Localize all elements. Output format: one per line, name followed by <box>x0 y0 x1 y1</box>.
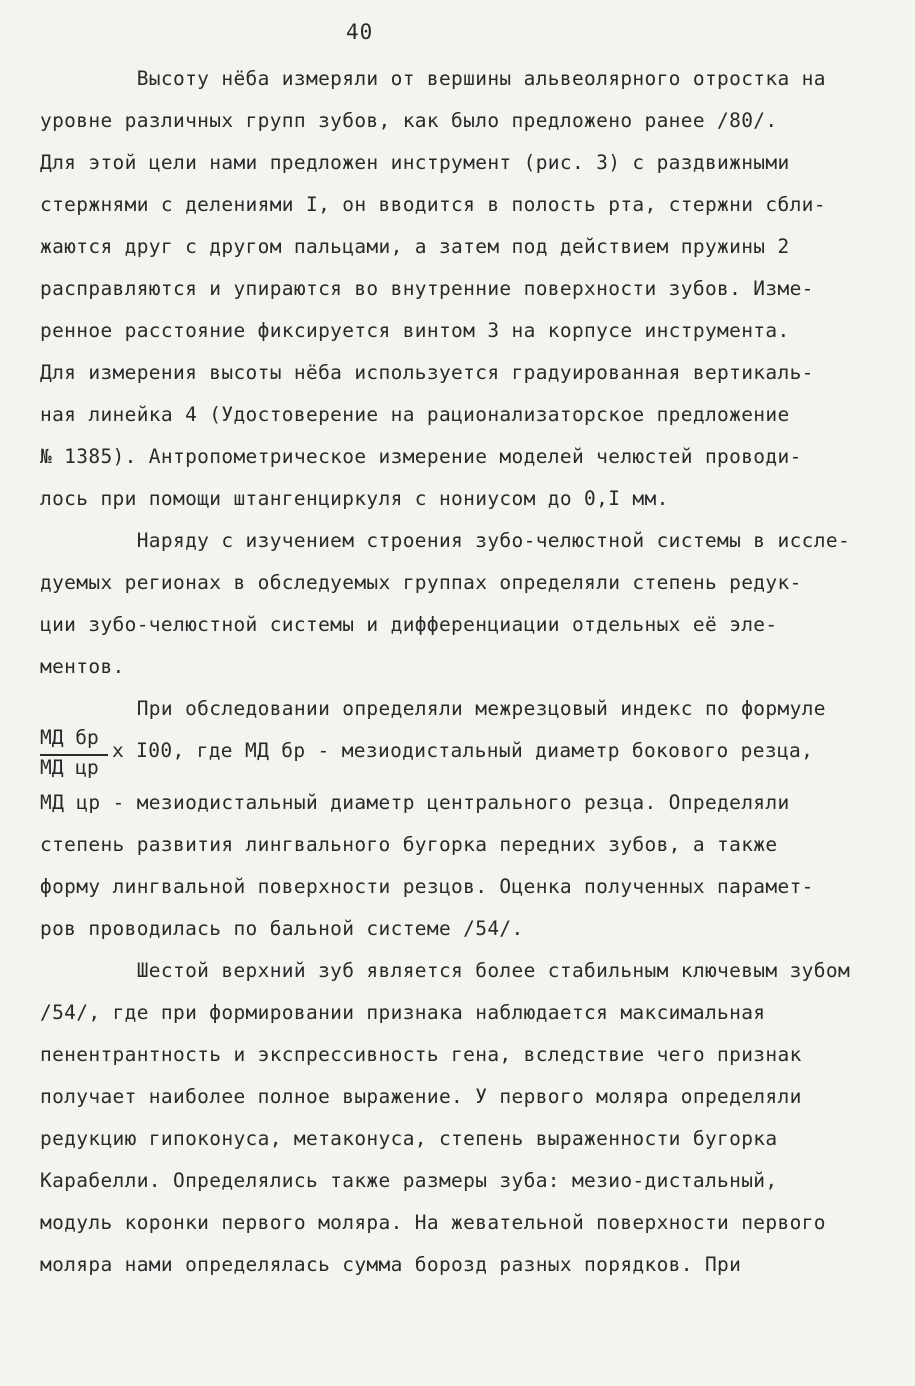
text-line: моляра нами определялась сумма борозд разных порядков. При <box>40 1253 742 1276</box>
text-line: Наряду с изучением строения зубо-челюстной системы в иссле- <box>40 529 851 552</box>
text-line: /54/, где при формировании признака наблюдается максимальная <box>40 1001 766 1024</box>
formula-numerator: МД бр <box>40 726 99 749</box>
text-line: расправляются и упираются во внутренние поверхности зубов. Изме- <box>40 277 814 300</box>
text-line: лось при помощи штангенциркуля с нониусом до 0,I мм. <box>40 487 669 510</box>
text-line: МД цр - мезиодистальный диаметр центрального резца. Определяли <box>40 791 790 814</box>
text-line: ная линейка 4 (Удостоверение на рационализаторское предложение <box>40 403 790 426</box>
page-number: 40 <box>346 20 374 44</box>
text-line: Шестой верхний зуб является более стабильным ключевым зубом <box>40 959 851 982</box>
text-line: № 1385). Антропометрическое измерение моделей челюстей проводи- <box>40 445 802 468</box>
text-line: ренное расстояние фиксируется винтом 3 на корпусе инструмента. <box>40 319 790 342</box>
text-line: степень развития лингвального бугорка передних зубов, а также <box>40 833 778 856</box>
text-line: Для этой цели нами предложен инструмент (рис. 3) с раздвижными <box>40 151 790 174</box>
text-line: Карабелли. Определялись также размеры зуба: мезио-дистальный, <box>40 1169 778 1192</box>
text-line: ции зубо-челюстной системы и дифференциации отдельных её эле- <box>40 613 778 636</box>
text-line: жаются друг с другом пальцами, а затем под действием пружины 2 <box>40 235 790 258</box>
text-line: Для измерения высоты нёба используется градуированная вертикаль- <box>40 361 814 384</box>
text-line: ров проводилась по бальной системе /54/. <box>40 917 524 940</box>
text-line: пенентрантность и экспрессивность гена, вследствие чего признак <box>40 1043 802 1066</box>
formula-denominator: МД цр <box>40 756 99 779</box>
formula-text: х I00, где МД бр - мезиодистальный диаметр бокового резца, <box>112 739 814 762</box>
text-line: стержнями с делениями I, он вводится в полость рта, стержни сбли- <box>40 193 826 216</box>
text-line: уровне различных групп зубов, как было предложено ранее /80/. <box>40 109 778 132</box>
text-line: Высоту нёба измеряли от вершины альвеолярного отростка на <box>40 67 826 90</box>
text-line: дуемых регионах в обследуемых группах определяли степень редук- <box>40 571 802 594</box>
text-line: ментов. <box>40 655 125 678</box>
index-formula <box>40 725 120 785</box>
text-line: модуль коронки первого моляра. На жевательной поверхности первого <box>40 1211 826 1234</box>
text-line: получает наиболее полное выражение. У первого моляра определяли <box>40 1085 802 1108</box>
text-line: редукцию гипоконуса, метаконуса, степень выраженности бугорка <box>40 1127 778 1150</box>
text-line: При обследовании определяли межрезцовый индекс по формуле <box>40 697 826 720</box>
text-line: форму лингвальной поверхности резцов. Оценка полученных парамет- <box>40 875 814 898</box>
